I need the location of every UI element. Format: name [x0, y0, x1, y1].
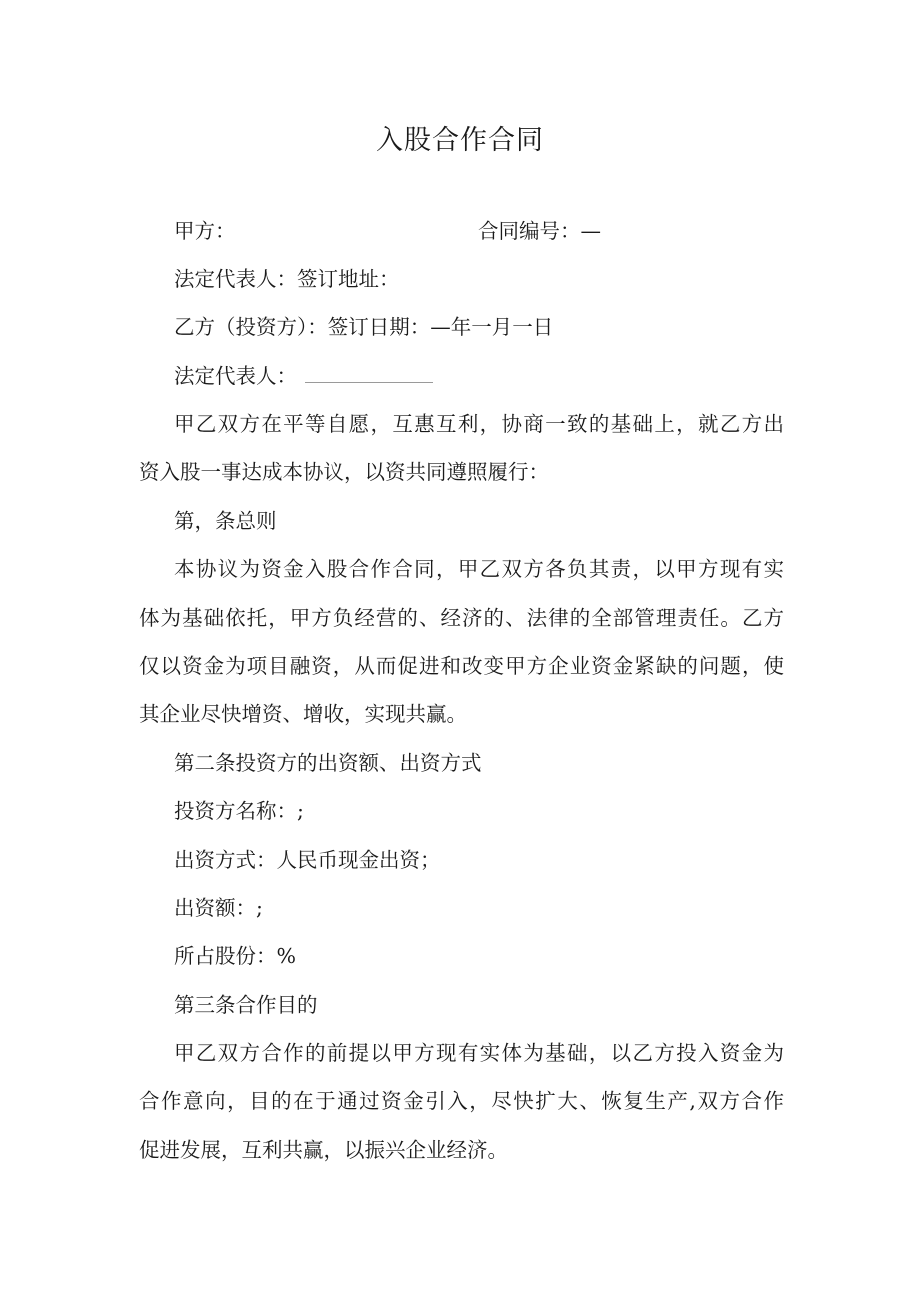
article3-heading: 第三条合作目的	[174, 993, 318, 1017]
investment-amount-field: 出资额：;	[174, 896, 263, 920]
investor-name-field: 投资方名称：;	[174, 799, 304, 823]
article1-line-2: 体为基础依托，甲方负经营的、经济的、法律的全部管理责任。乙方	[139, 606, 784, 630]
share-percentage-field: 所占股份：%	[174, 944, 296, 968]
investment-method-field: 出资方式：人民币现金出资；	[174, 848, 441, 872]
article1-heading: 第，条总则	[174, 509, 277, 533]
article3-line-3: 促进发展，互利共赢，以振兴企业经济。	[139, 1138, 508, 1162]
article1-line-1: 本协议为资金入股合作合同，甲乙双方各负其责，以甲方现有实	[174, 557, 784, 581]
intro-line-1: 甲乙双方在平等自愿，互惠互利，协商一致的基础上，就乙方出	[174, 412, 784, 436]
contract-number-field: 合同编号：—	[478, 219, 601, 243]
party-a-label: 甲方：	[174, 219, 236, 243]
article3-line-2: 合作意向，目的在于通过资金引入，尽快扩大、恢复生产,双方合作	[139, 1089, 784, 1113]
document-title: 入股合作合同	[376, 125, 544, 156]
legal-rep-b-line	[174, 361, 433, 391]
article3-line-1: 甲乙双方合作的前提以甲方现有实体为基础，以乙方投入资金为	[174, 1041, 784, 1065]
article1-line-3: 仅以资金为项目融资，从而促进和改变甲方企业资金紧缺的问题，使	[139, 654, 784, 678]
legal-rep-a-address-line: 法定代表人：签订地址：	[174, 267, 400, 291]
party-b-date-line: 乙方（投资方）：签订日期：—年一月一日	[174, 315, 554, 339]
signature-blank-line	[305, 362, 433, 383]
intro-line-2: 资入股一事达成本协议，以资共同遵照履行：	[139, 460, 549, 484]
article2-heading: 第二条投资方的出资额、出资方式	[174, 751, 482, 775]
legal-rep-b-label: 法定代表人：	[174, 364, 297, 388]
article1-line-4: 其企业尽快增资、增收，实现共赢。	[139, 702, 467, 726]
